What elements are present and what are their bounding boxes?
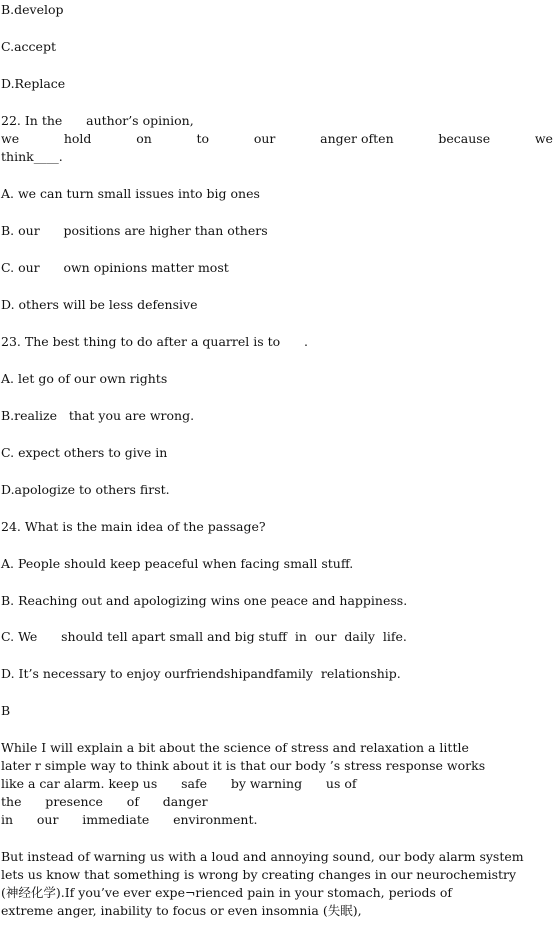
q22-option-b: B. our positions are higher than others (1, 223, 268, 238)
q22-word: hold (63, 131, 92, 146)
passage-b-p1-line3: like a car alarm. keep us safe by warning us of (1, 776, 357, 791)
section-b-label: B (1, 703, 11, 718)
q22-option-a: A. we can turn small issues into big ones (1, 186, 260, 201)
q22-word: we (1, 131, 20, 146)
q22-option-d: D. others will be less defensive (1, 297, 198, 312)
q22-stem-line3: think____. (1, 149, 63, 164)
passage-b-p1-line2: later r simple way to think about it is that our body ’s stress response works (1, 758, 486, 773)
q22-word: on (136, 131, 152, 146)
passage-b-p1-line4: the presence of danger (1, 794, 208, 809)
q22-option-c: C. our own opinions matter most (1, 260, 229, 275)
q22-word: to (196, 131, 210, 146)
passage-b-p2-line4: extreme anger, inability to focus or even insomnia (失眠), (1, 903, 362, 918)
q21-option-d: D.Replace (1, 76, 66, 91)
q23-option-a: A. let go of our own rights (1, 371, 168, 386)
q22-word: because (438, 131, 491, 146)
q23-stem: 23. The best thing to do after a quarrel is to . (1, 334, 308, 349)
passage-b-p2-line2: lets us know that something is wrong by creating changes in our neurochemistry (1, 867, 517, 882)
passage-b-p1-line1: While I will explain a bit about the science of stress and relaxation a little (1, 740, 469, 755)
q24-option-c: C. We should tell apart small and big stuff in our daily life. (1, 629, 407, 644)
q21-option-b: B.develop (1, 2, 64, 17)
q24-option-a: A. People should keep peaceful when facing small stuff. (1, 556, 354, 571)
q24-stem: 24. What is the main idea of the passage? (1, 519, 266, 534)
q21-option-c: C.accept (1, 39, 56, 54)
passage-b-p2-line1: But instead of warning us with a loud and annoying sound, our body alarm system (1, 849, 524, 864)
q24-option-d: D. It’s necessary to enjoy ourfriendshipandfamily relationship. (1, 666, 401, 681)
q24-option-b: B. Reaching out and apologizing wins one peace and happiness. (1, 593, 408, 608)
q23-option-c: C. expect others to give in (1, 445, 168, 460)
q22-word: we (534, 131, 553, 146)
passage-b-p1-line5: in our immediate environment. (1, 812, 258, 827)
q23-option-b: B.realize that you are wrong. (1, 408, 195, 423)
passage-b-p2-line3: (神经化学).If you’ve ever expe¬rienced pain in your stomach, periods of (1, 885, 453, 900)
q22-stem-line2 (1, 130, 553, 148)
q23-option-d: D.apologize to others first. (1, 482, 170, 497)
q22-stem-line1: 22. In the author’s opinion, (1, 113, 194, 128)
q22-word: our (253, 131, 276, 146)
q22-word: anger often (320, 131, 394, 146)
